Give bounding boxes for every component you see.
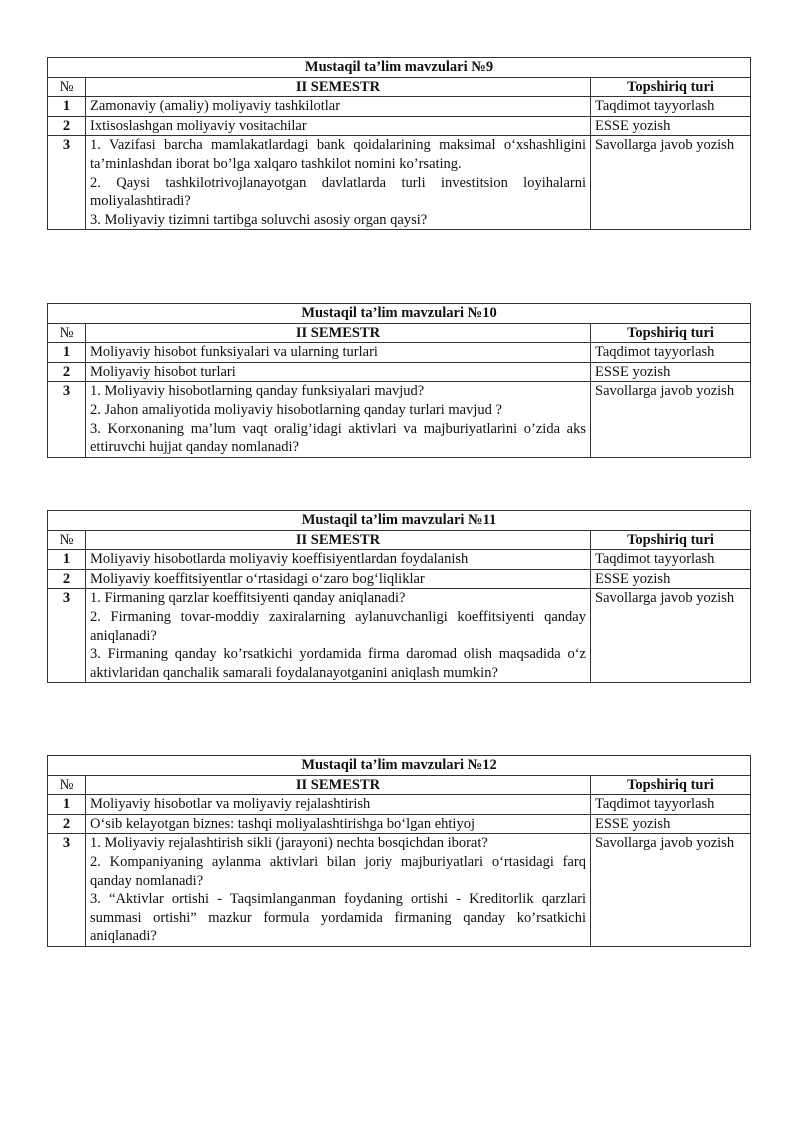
row-topic: Ixtisoslashgan moliyaviy vositachilar: [86, 116, 591, 136]
topic-table-block: [47, 510, 750, 683]
row-topic: Moliyaviy hisobotlarda moliyaviy koeffisiyentlardan foydalanish: [86, 550, 591, 570]
row-topic: Zamonaviy (amaliy) moliyaviy tashkilotlar: [86, 97, 591, 117]
table-row: [48, 569, 751, 589]
table-header-row: [48, 530, 751, 550]
row-number: 2: [48, 116, 86, 136]
topic-table-block: [47, 755, 750, 947]
question-item: 1. Vazifasi barcha mamlakatlardagi bank qoidalarining maksimal o‘xshashligini ta’minlashdan iborat bo’lga xalqaro tashkilot nomini ko’rsating.: [90, 137, 586, 172]
row-number: 2: [48, 814, 86, 834]
row-task-type: Taqdimot tayyorlash: [591, 795, 751, 815]
row-number: 3: [48, 589, 86, 683]
row-task-type: ESSE yozish: [591, 569, 751, 589]
question-item: 3. Firmaning qanday ko’rsatkichi yordamida firma daromad olish maqsadida o‘z aktivlaridan qanchalik samarali foydalanayotganini aniqlash mumkin?: [90, 646, 586, 681]
column-header-semester: II SEMESTR: [86, 530, 591, 550]
column-header-semester: II SEMESTR: [86, 323, 591, 343]
row-task-type: ESSE yozish: [591, 814, 751, 834]
topic-table: [47, 303, 751, 458]
table-header-row: [48, 775, 751, 795]
table-row: [48, 116, 751, 136]
table-title-row: [48, 756, 751, 776]
row-number: 2: [48, 362, 86, 382]
topic-table-block: [47, 303, 750, 458]
question-item: 3. Korxonaning ma’lum vaqt oralig’idagi aktivlari va majburiyatlarini o’zida aks ettiruvchi hujjat qanday nomlanadi?: [90, 420, 586, 456]
row-task-type: Taqdimot tayyorlash: [591, 343, 751, 363]
table-title: Mustaqil ta’lim mavzulari №9: [48, 58, 751, 78]
questions-row: [48, 589, 751, 683]
row-task-type: ESSE yozish: [591, 362, 751, 382]
row-number: 3: [48, 136, 86, 230]
row-topic: Moliyaviy hisobot turlari: [86, 362, 591, 382]
table-title-row: [48, 58, 751, 78]
row-task-type: Savollarga javob yozish: [591, 834, 751, 947]
questions-cell: [86, 136, 591, 230]
topic-table: [47, 57, 751, 230]
question-item: 2. Firmaning tovar-moddiy zaxiralarning aylanuvchanligi koeffitsiyenti qanday aniqlanadi?: [90, 608, 586, 644]
table-row: [48, 814, 751, 834]
row-task-type: Savollarga javob yozish: [591, 382, 751, 457]
column-header-semester: II SEMESTR: [86, 77, 591, 97]
column-header-number: №: [48, 77, 86, 97]
row-number: 3: [48, 382, 86, 457]
topic-table-block: [47, 57, 750, 230]
table-title-row: [48, 304, 751, 324]
table-row: [48, 795, 751, 815]
row-task-type: Savollarga javob yozish: [591, 136, 751, 230]
table-header-row: [48, 77, 751, 97]
question-item: 1. Moliyaviy rejalashtirish sikli (jarayoni) nechta bosqichdan iborat?: [90, 835, 488, 852]
questions-cell: [86, 382, 591, 457]
column-header-number: №: [48, 530, 86, 550]
row-task-type: Taqdimot tayyorlash: [591, 550, 751, 570]
table-row: [48, 550, 751, 570]
row-topic: O‘sib kelayotgan biznes: tashqi moliyalashtirishga bo‘lgan ehtiyoj: [86, 814, 591, 834]
table-row: [48, 343, 751, 363]
column-header-task-type: Topshiriq turi: [591, 530, 751, 550]
row-topic: Moliyaviy koeffitsiyentlar o‘rtasidagi o‘zaro bog‘liqliklar: [86, 569, 591, 589]
column-header-number: №: [48, 323, 86, 343]
table-title: Mustaqil ta’lim mavzulari №10: [48, 304, 751, 324]
questions-row: [48, 382, 751, 457]
questions-row: [48, 834, 751, 947]
table-title-row: [48, 511, 751, 531]
row-number: 1: [48, 343, 86, 363]
question-item: 1. Firmaning qarzlar koeffitsiyenti qanday aniqlanadi?: [90, 590, 406, 607]
column-header-semester: II SEMESTR: [86, 775, 591, 795]
table-header-row: [48, 323, 751, 343]
row-task-type: Savollarga javob yozish: [591, 589, 751, 683]
question-item: 1. Moliyaviy hisobotlarning qanday funksiyalari mavjud?: [90, 383, 425, 400]
questions-row: [48, 136, 751, 230]
table-title: Mustaqil ta’lim mavzulari №11: [48, 511, 751, 531]
row-number: 1: [48, 97, 86, 117]
column-header-number: №: [48, 775, 86, 795]
question-item: 2. Kompaniyaning aylanma aktivlari bilan joriy majburiyatlari o‘rtasidagi farq qanday nomlanadi?: [90, 853, 586, 889]
row-number: 3: [48, 834, 86, 947]
question-item: 2. Jahon amaliyotida moliyaviy hisobotlarning qanday turlari mavjud ?: [90, 401, 502, 418]
row-number: 2: [48, 569, 86, 589]
question-item: 2. Qaysi tashkilotrivojlanayotgan davlatlarda turli investitsion loyihalarni moliyalashtiradi?: [90, 174, 586, 210]
table-row: [48, 97, 751, 117]
table-row: [48, 362, 751, 382]
row-task-type: Taqdimot tayyorlash: [591, 97, 751, 117]
row-number: 1: [48, 550, 86, 570]
topic-table: [47, 510, 751, 683]
questions-cell: [86, 589, 591, 683]
question-item: 3. “Aktivlar ortishi - Taqsimlanganman foydaning ortishi - Kreditorlik qarzlari summasi ortishi” mazkur formula yordamida firmaning qanday ko’rsatkichi aniqlanadi?: [90, 891, 586, 945]
question-item: 3. Moliyaviy tizimni tartibga soluvchi asosiy organ qaysi?: [90, 211, 428, 228]
table-title: Mustaqil ta’lim mavzulari №12: [48, 756, 751, 776]
topic-table: [47, 755, 751, 947]
questions-cell: [86, 834, 591, 947]
column-header-task-type: Topshiriq turi: [591, 775, 751, 795]
row-topic: Moliyaviy hisobotlar va moliyaviy rejalashtirish: [86, 795, 591, 815]
row-topic: Moliyaviy hisobot funksiyalari va ularning turlari: [86, 343, 591, 363]
row-task-type: ESSE yozish: [591, 116, 751, 136]
column-header-task-type: Topshiriq turi: [591, 323, 751, 343]
column-header-task-type: Topshiriq turi: [591, 77, 751, 97]
row-number: 1: [48, 795, 86, 815]
